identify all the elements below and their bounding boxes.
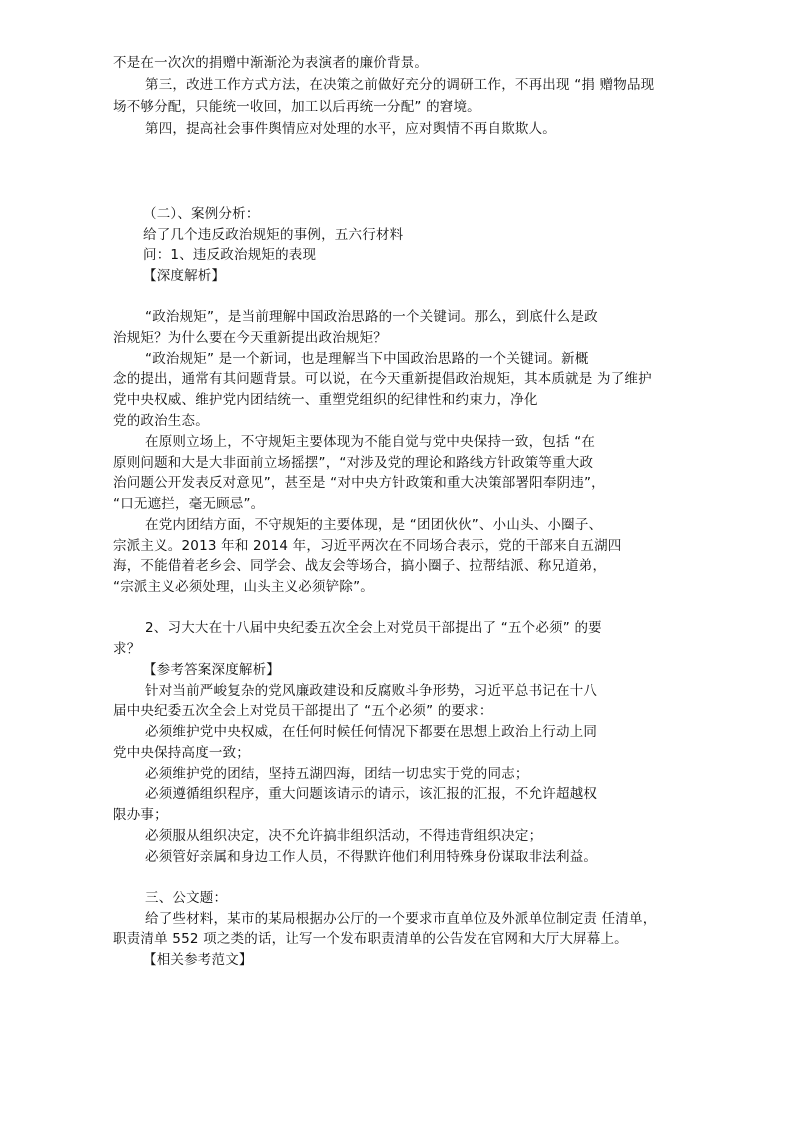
text-line: 海，不能借着老乡会、同学会、战友会等场合，搞小圈子、拉帮结派、称兄道弟， xyxy=(113,558,607,574)
text-line: 第四，提高社会事件舆情应对处理的水平，应对舆情不再自欺欺人。 xyxy=(145,121,556,137)
sub-heading: 【相关参考范文】 xyxy=(143,952,253,968)
text-line: 党的政治生态。 xyxy=(113,413,209,429)
text-line: 问：1、违反政治规矩的表现 xyxy=(143,247,317,263)
sub-heading: 【深度解析】 xyxy=(143,268,226,284)
text-line: 给了几个违反政治规矩的事例，五六行材料 xyxy=(143,227,404,243)
text-line: 必须维护党中央权威，在任何时候任何情况下都要在思想上政治上行动上同 xyxy=(145,724,598,740)
text-line: 党中央保持高度一致； xyxy=(113,745,250,761)
text-line: 限办事； xyxy=(113,807,168,823)
text-line: 治问题公开发表反对意见”，甚至是 “对中央方针政策和重大决策部署阳奉阴违”， xyxy=(113,475,605,491)
text-line: 给了些材料，某市的某局根据办公厅的一个要求市直单位及外派单位制定责 任清单， xyxy=(145,911,657,927)
text-line: 治规矩？为什么要在今天重新提出政治规矩？ xyxy=(113,330,387,346)
text-line: “政治规矩”，是当前理解中国政治思路的一个关键词。那么，到底什么是政 xyxy=(145,309,598,325)
text-line: 党中央权威、维护党内团结统一、重塑党组织的纪律性和约束力，净化 xyxy=(113,392,538,408)
text-line: “宗派主义必须处理，山头主义必须铲除”。 xyxy=(113,579,374,595)
sub-heading: 【参考答案深度解析】 xyxy=(143,662,280,678)
text-line: 必须维护党的团结，坚持五湖四海，团结一切忠实于党的同志； xyxy=(145,766,529,782)
text-line: 第三，改进工作方式方法，在决策之前做好充分的调研工作，不再出现 “捐 赠物品现 xyxy=(145,77,655,93)
text-line: 针对当前严峻复杂的党风廉政建设和反腐败斗争形势，习近平总书记在十八 xyxy=(145,683,598,699)
section-heading: （二）、案例分析： xyxy=(143,206,260,222)
section-heading: 三、公文题： xyxy=(145,890,228,906)
text-line: 2、习大大在十八届中央纪委五次全会上对党员干部提出了 “五个必须” 的要 xyxy=(145,620,602,636)
text-line: 在党内团结方面，不守规矩的主要体现，是 “团团伙伙”、小山头、小圈子、 xyxy=(145,517,603,533)
text-line: 宗派主义。2013 年和 2014 年，习近平两次在不同场合表示，党的干部来自五湖四 xyxy=(113,538,622,554)
text-line: 届中央纪委五次全会上对党员干部提出了 “五个必须” 的要求： xyxy=(113,703,493,719)
text-line: 必须服从组织决定，决不允许搞非组织活动，不得违背组织决定； xyxy=(145,828,543,844)
text-line: 职责清单 552 项之类的话，让写一个发布职责清单的公告发在官网和大厅大屏幕上。 xyxy=(113,931,628,947)
text-line: 原则问题和大是大非面前立场摇摆”，“对涉及党的理论和路线方针政策等重大政 xyxy=(113,455,594,471)
text-line: 必须遵循组织程序，重大问题该请示的请示，该汇报的汇报，不允许超越权 xyxy=(145,786,598,802)
text-line: 必须管好亲属和身边工作人员，不得默许他们利用特殊身份谋取非法利益。 xyxy=(145,849,598,865)
text-line: 念的提出，通常有其问题背景。可以说，在今天重新提倡政治规矩，其本质就是 为了维护 xyxy=(113,371,652,387)
text-line: 在原则立场上，不守规矩主要体现为不能自觉与党中央保持一致，包括 “在 xyxy=(145,434,596,450)
text-line: “口无遮拦，毫无顾忌”。 xyxy=(113,496,265,512)
text-line: 求？ xyxy=(113,641,141,657)
text-line: “政治规矩” 是一个新词，也是理解当下中国政治思路的一个关键词。新概 xyxy=(145,351,589,367)
text-line: 不是在一次次的捐赠中渐渐沦为表演者的廉价背景。 xyxy=(113,55,429,71)
text-line: 场不够分配，只能统一收回，加工以后再统一分配” 的窘境。 xyxy=(113,99,481,115)
